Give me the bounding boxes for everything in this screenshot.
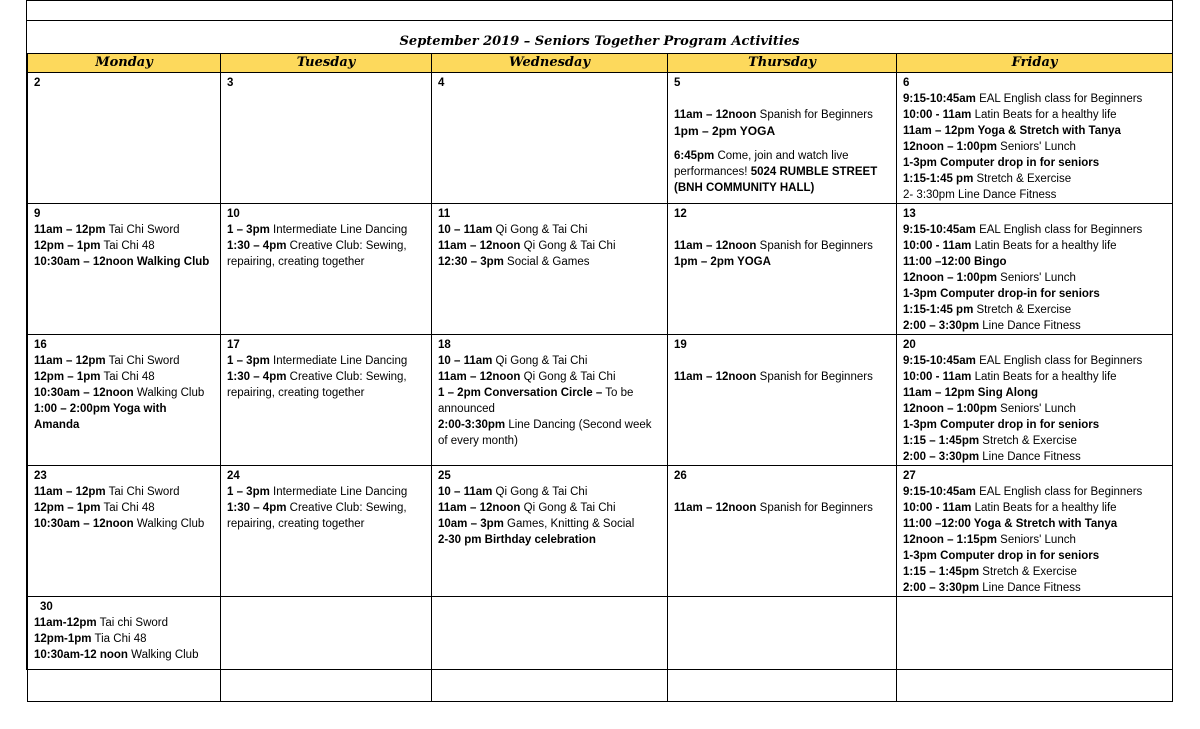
day-cell — [668, 335, 897, 466]
activity-name: Creative Club: Sewing, repairing, creating together — [227, 240, 407, 268]
activity-name: Intermediate Line Dancing — [269, 224, 408, 236]
activity-time: 10:00 - 11am — [903, 109, 972, 121]
day-cell — [432, 466, 668, 597]
activity-line — [438, 238, 661, 254]
activity-time: 10:30am – 12noon Walking Club — [34, 256, 210, 268]
activity-time: 11am – 12pm Yoga & Stretch with Tanya — [903, 125, 1121, 137]
activity-line — [227, 369, 425, 401]
activity-time: 10:00 - 11am — [903, 371, 972, 383]
day-number: 13 — [903, 208, 916, 220]
activity-name: Creative Club: Sewing, repairing, creating together — [227, 371, 407, 399]
header-wednesday: Wednesday — [432, 54, 668, 73]
day-number: 20 — [903, 339, 916, 351]
activity-line — [674, 369, 890, 385]
header-monday: Monday — [28, 54, 221, 73]
activity-line — [34, 385, 214, 401]
activity-line — [903, 318, 1166, 334]
activity-line — [903, 171, 1166, 187]
activity-time: 11am – 12noon — [438, 502, 521, 514]
activity-name: Intermediate Line Dancing — [269, 486, 408, 498]
activity-line — [903, 107, 1166, 123]
activity-line — [903, 270, 1166, 286]
activity-name: Seniors' Lunch — [996, 272, 1076, 284]
activity-line — [903, 433, 1166, 449]
activity-name: Qi Gong & Tai Chi — [520, 371, 616, 383]
day-number: 10 — [227, 208, 240, 220]
day-cell — [28, 597, 221, 702]
day-number: 3 — [227, 77, 234, 89]
activity-line — [438, 369, 661, 385]
activity-line — [438, 353, 661, 369]
activity-line — [227, 484, 425, 500]
day-number: 23 — [34, 470, 47, 482]
activity-name: Line Dance Fitness — [979, 582, 1081, 594]
activity-line — [227, 353, 425, 369]
activity-time: 9:15-10:45am — [903, 486, 976, 498]
day-number: 9 — [34, 208, 41, 220]
day-cell — [668, 466, 897, 597]
activity-line — [903, 401, 1166, 417]
day-number: 12 — [674, 208, 687, 220]
activity-name: Line Dance Fitness — [979, 320, 1081, 332]
day-cell-empty — [432, 597, 668, 702]
activity-name: Spanish for Beginners — [756, 502, 873, 514]
activity-line — [438, 222, 661, 238]
activity-line — [674, 107, 890, 123]
activity-line — [674, 238, 890, 254]
day-number: 30 — [40, 601, 53, 613]
activity-time: 1 – 3pm — [227, 355, 270, 367]
activity-name: Qi Gong & Tai Chi — [520, 502, 616, 514]
activity-time: 12:30 – 3pm — [438, 256, 504, 268]
activity-line — [903, 417, 1166, 433]
day-cell — [668, 73, 897, 204]
activity-name: Qi Gong & Tai Chi — [492, 355, 588, 367]
activity-name: Tai chi Sword — [96, 617, 169, 629]
activity-time: 11am – 12noon — [674, 371, 757, 383]
activity-name: Latin Beats for a healthy life — [971, 109, 1117, 121]
activity-name: Stretch & Exercise — [973, 173, 1072, 185]
activity-name: Seniors' Lunch — [996, 141, 1076, 153]
weekday-header-row — [28, 54, 1173, 73]
activity-line — [903, 222, 1166, 238]
activity-time: 2:00 – 3:30pm — [903, 582, 980, 594]
activity-name: Seniors' Lunch — [996, 403, 1076, 415]
activity-name: Come, join and watch live performances! — [674, 150, 849, 178]
day-cell — [897, 466, 1173, 597]
activity-time: 1:30 – 4pm — [227, 240, 287, 252]
activity-time: 1:00 – 2:00pm Yoga with Amanda — [34, 403, 167, 431]
activity-line — [903, 155, 1166, 171]
activity-line — [227, 238, 425, 270]
day-number: 5 — [674, 77, 681, 89]
day-cell — [28, 466, 221, 597]
activity-time: 10:00 - 11am — [903, 502, 972, 514]
activity-line — [227, 500, 425, 532]
activity-line — [903, 286, 1166, 302]
activity-line — [34, 353, 214, 369]
activity-line — [34, 631, 214, 647]
activity-name: Seniors' Lunch — [996, 534, 1076, 546]
activity-line — [34, 369, 214, 385]
activity-time: 1pm – 2pm YOGA — [674, 256, 771, 268]
activity-line — [674, 254, 890, 270]
day-cell — [432, 335, 668, 466]
activity-line — [34, 238, 214, 254]
week-row — [28, 597, 1173, 702]
activity-time: 11am – 12noon — [438, 240, 521, 252]
activity-name: Social & Games — [503, 256, 590, 268]
activity-time: 1:15-1:45 pm — [903, 173, 974, 185]
activity-line — [903, 254, 1166, 270]
day-cell — [897, 73, 1173, 204]
activity-line — [903, 353, 1166, 369]
activity-name: Stretch & Exercise — [973, 304, 1072, 316]
activity-name: Qi Gong & Tai Chi — [520, 240, 616, 252]
activity-name: Line Dance Fitness — [979, 451, 1081, 463]
activity-time: 12pm – 1pm — [34, 371, 101, 383]
day-cell — [28, 73, 221, 204]
day-number: 24 — [227, 470, 240, 482]
activity-time: 1:30 – 4pm — [227, 371, 287, 383]
activity-name: Latin Beats for a healthy life — [971, 502, 1117, 514]
activity-time: 12pm – 1pm — [34, 502, 101, 514]
activity-time: 1-3pm Computer drop-in for seniors — [903, 288, 1100, 300]
activity-time: 10:00 - 11am — [903, 240, 972, 252]
day-number: 2 — [34, 77, 41, 89]
day-cell — [221, 73, 432, 204]
activity-line — [34, 500, 214, 516]
activity-line — [438, 417, 661, 449]
activity-time: 10:30am-12 noon — [34, 649, 128, 661]
activity-line — [903, 187, 1166, 203]
header-strip — [27, 1, 1172, 21]
activity-name: Tai Chi 48 — [100, 502, 155, 514]
activity-time: 1:15 – 1:45pm — [903, 435, 980, 447]
day-number: 4 — [438, 77, 445, 89]
activity-line — [903, 449, 1166, 465]
day-cell — [28, 335, 221, 466]
calendar-frame — [26, 0, 1173, 670]
activity-name: Tai Chi 48 — [100, 240, 155, 252]
activity-name: Tia Chi 48 — [91, 633, 147, 645]
activity-time: 12noon – 1:00pm — [903, 141, 997, 153]
activity-name: Walking Club — [133, 518, 205, 530]
activity-line — [903, 302, 1166, 318]
activity-time: 11am – 12noon — [674, 109, 757, 121]
activity-name: EAL English class for Beginners — [975, 224, 1143, 236]
day-cell-empty — [897, 597, 1173, 702]
activity-line — [438, 484, 661, 500]
activity-time: 1:30 – 4pm — [227, 502, 287, 514]
activity-time: 10:30am – 12noon — [34, 518, 134, 530]
activity-name: Spanish for Beginners — [756, 240, 873, 252]
activity-time: 11am – 12pm — [34, 486, 106, 498]
activity-time: 9:15-10:45am — [903, 224, 976, 236]
activity-name: Line Dance Fitness — [954, 189, 1057, 201]
day-number: 26 — [674, 470, 687, 482]
activity-line — [438, 385, 661, 417]
activity-time: 10:30am – 12noon — [34, 387, 134, 399]
activity-time: 1-3pm Computer drop in for seniors — [903, 157, 1100, 169]
day-number: 18 — [438, 339, 451, 351]
activity-time: 11am – 12pm — [34, 224, 106, 236]
activity-name: Tai Chi Sword — [105, 224, 180, 236]
day-cell-empty — [221, 597, 432, 702]
activity-time: 10 – 11am — [438, 224, 493, 236]
day-cell — [432, 204, 668, 335]
activity-name: Latin Beats for a healthy life — [971, 240, 1117, 252]
activity-line — [903, 548, 1166, 564]
activity-name: EAL English class for Beginners — [975, 355, 1143, 367]
activity-time: 11:00 –12:00 Bingo — [903, 256, 1007, 268]
activity-name: Walking Club — [133, 387, 205, 399]
activity-name: Tai Chi Sword — [105, 355, 180, 367]
day-cell — [668, 204, 897, 335]
activity-line — [34, 516, 214, 532]
activity-line — [674, 500, 890, 516]
activity-line — [903, 500, 1166, 516]
activity-time: 11am – 12noon — [674, 240, 757, 252]
activity-time: 2-30 pm Birthday celebration — [438, 534, 596, 546]
activity-time: 11am-12pm — [34, 617, 97, 629]
activity-name: Line Dancing (Second week of every month) — [438, 419, 652, 447]
activity-time: 12noon – 1:15pm — [903, 534, 997, 546]
day-cell-empty — [668, 597, 897, 702]
activity-name: Games, Knitting & Social — [503, 518, 635, 530]
activity-name: Walking Club — [127, 649, 199, 661]
activity-name: Qi Gong & Tai Chi — [492, 486, 588, 498]
week-row — [28, 73, 1173, 204]
day-number: 16 — [34, 339, 47, 351]
day-number: 19 — [674, 339, 687, 351]
activity-line — [34, 254, 214, 270]
activity-line — [34, 401, 214, 433]
header-friday: Friday — [897, 54, 1173, 73]
activity-name: Spanish for Beginners — [756, 109, 873, 121]
header-thursday: Thursday — [668, 54, 897, 73]
activity-time: 2:00-3:30pm — [438, 419, 506, 431]
activity-line — [903, 139, 1166, 155]
day-cell — [28, 204, 221, 335]
activity-line — [903, 564, 1166, 580]
activity-line — [903, 532, 1166, 548]
activity-time: 11am – 12noon — [438, 371, 521, 383]
activity-time: 1-3pm Computer drop in for seniors — [903, 550, 1100, 562]
activity-line — [438, 516, 661, 532]
day-number: 17 — [227, 339, 240, 351]
activity-name: Tai Chi Sword — [105, 486, 180, 498]
week-row — [28, 335, 1173, 466]
activity-name: To be announced — [438, 387, 634, 415]
activity-line — [674, 148, 890, 196]
activity-name: Latin Beats for a healthy life — [971, 371, 1117, 383]
page-title: September 2019 – Seniors Together Program Activities — [399, 34, 800, 49]
activity-line — [438, 500, 661, 516]
activity-line — [903, 369, 1166, 385]
header-tuesday: Tuesday — [221, 54, 432, 73]
activity-time: 12noon – 1:00pm — [903, 403, 997, 415]
day-cell — [897, 204, 1173, 335]
activity-line — [34, 615, 214, 631]
day-number: 6 — [903, 77, 910, 89]
activity-name: Creative Club: Sewing, repairing, creating together — [227, 502, 407, 530]
activity-line — [438, 532, 661, 548]
activity-time: 11am – 12pm Sing Along — [903, 387, 1039, 399]
week-row — [28, 204, 1173, 335]
activity-line — [227, 222, 425, 238]
activity-line — [903, 123, 1166, 139]
day-cell — [221, 204, 432, 335]
activity-name: Intermediate Line Dancing — [269, 355, 408, 367]
day-number: 11 — [438, 208, 451, 220]
activity-time: 11am – 12noon — [674, 502, 757, 514]
activity-time: 12pm – 1pm — [34, 240, 101, 252]
activity-line — [903, 385, 1166, 401]
calendar-table — [27, 53, 1173, 702]
day-number: 25 — [438, 470, 451, 482]
activity-time: 6:45pm — [674, 150, 715, 162]
activity-time: 11:00 –12:00 Yoga & Stretch with Tanya — [903, 518, 1118, 530]
activity-time: 1 – 2pm Conversation Circle – — [438, 387, 603, 399]
activity-name: Spanish for Beginners — [756, 371, 873, 383]
activity-time: 1:15 – 1:45pm — [903, 566, 980, 578]
activity-line — [34, 647, 214, 663]
activity-name: Tai Chi 48 — [100, 371, 155, 383]
activity-line — [903, 516, 1166, 532]
activity-name: EAL English class for Beginners — [975, 486, 1143, 498]
activity-name: EAL English class for Beginners — [975, 93, 1143, 105]
activity-time: 2:00 – 3:30pm — [903, 320, 980, 332]
activity-line — [34, 222, 214, 238]
activity-time: 2- 3:30pm — [903, 189, 955, 201]
activity-line — [903, 238, 1166, 254]
day-cell — [897, 335, 1173, 466]
activity-time: 1pm – 2pm YOGA — [674, 124, 776, 138]
day-cell — [432, 73, 668, 204]
activity-time: 9:15-10:45am — [903, 93, 976, 105]
activity-time: 12pm-1pm — [34, 633, 92, 645]
activity-time: 1-3pm Computer drop in for seniors — [903, 419, 1100, 431]
activity-time: 1 – 3pm — [227, 486, 270, 498]
day-cell — [221, 335, 432, 466]
activity-time: 10am – 3pm — [438, 518, 504, 530]
activity-line — [903, 580, 1166, 596]
activity-time: 2:00 – 3:30pm — [903, 451, 980, 463]
activity-time: 10 – 11am — [438, 355, 493, 367]
day-number: 27 — [903, 470, 916, 482]
activity-time: 12noon – 1:00pm — [903, 272, 997, 284]
activity-time: 9:15-10:45am — [903, 355, 976, 367]
activity-line — [903, 484, 1166, 500]
activity-time: 11am – 12pm — [34, 355, 106, 367]
activity-name: Stretch & Exercise — [979, 435, 1077, 447]
activity-name: Qi Gong & Tai Chi — [492, 224, 588, 236]
activity-line — [674, 123, 890, 139]
activity-name: Stretch & Exercise — [979, 566, 1077, 578]
activity-time: 1:15-1:45 pm — [903, 304, 974, 316]
activity-location: 5024 RUMBLE STREET (BNH COMMUNITY HALL) — [674, 166, 878, 194]
day-cell — [221, 466, 432, 597]
activity-time: 10 – 11am — [438, 486, 493, 498]
activity-time: 1 – 3pm — [227, 224, 270, 236]
week-row — [28, 466, 1173, 597]
activity-line — [34, 484, 214, 500]
activity-line — [903, 91, 1166, 107]
activity-line — [438, 254, 661, 270]
